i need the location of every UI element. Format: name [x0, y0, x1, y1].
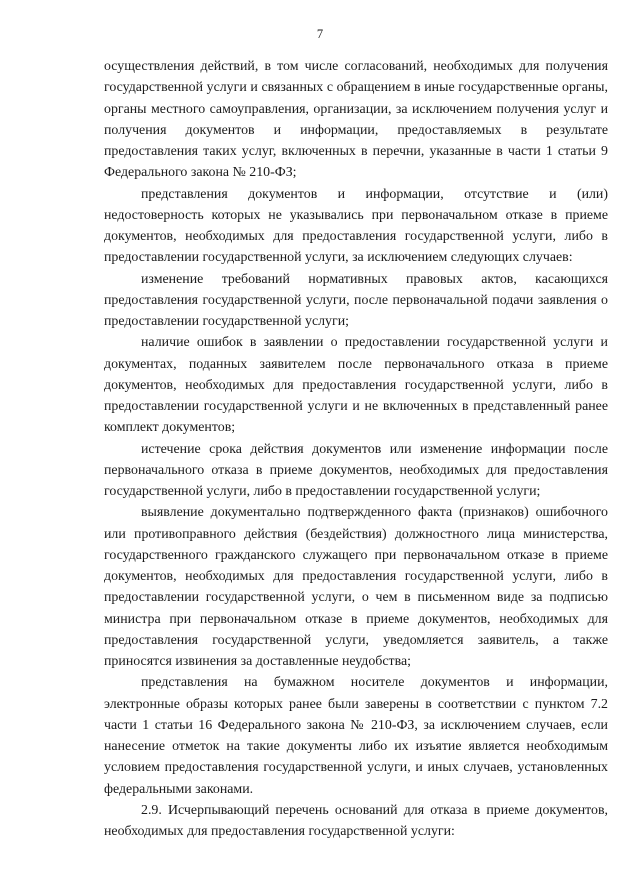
paragraph-4: наличие ошибок в заявлении о предоставлении государственной услуги и документах, поданных заявителем после первоначального отказа в приеме документов, необходимых для предоставления государственной услуги, либо в предоставлении государственной услуги и не включенных в представленный ранее комплект документов;: [104, 335, 608, 436]
document-body: [104, 56, 608, 842]
paragraph-5: истечение срока действия документов или изменение информации после первоначального отказа в приеме документов, необходимых для предоставления государственной услуги, либо в предоставлении государственной услуги;: [104, 441, 608, 499]
paragraph-8: 2.9. Исчерпывающий перечень оснований для отказа в приеме документов, необходимых для предоставления государственной услуги:: [104, 802, 608, 839]
paragraph-1: осуществления действий, в том числе согласований, необходимых для получения государственной услуги и связанных с обращением в иные государственные органы, органы местного самоуправления, организации, за исключением получения услуг и получения документов и информации, предоставляемых в результате предоставления таких услуг, включенных в перечни, указанные в части 1 статьи 9 Федерального закона № 210-ФЗ;: [104, 59, 608, 181]
paragraph-2: представления документов и информации, отсутствие и (или) недостоверность которых не указывались при первоначальном отказе в приеме документов, необходимых для предоставления государственной услуги, либо в предоставлении государственной услуги, за исключением следующих случаев:: [104, 186, 608, 266]
paragraph-7: представления на бумажном носителе документов и информации, электронные образы которых ранее были заверены в соответствии с пунктом 7.2 части 1 статьи 16 Федерального закона № 210-ФЗ, за исключением случаев, если нанесение отметок на такие документы либо их изъятие является необходимым условием предоставления государственной услуги, и иных случаев, установленных федеральными законами.: [104, 675, 608, 797]
page-number: 7: [316, 27, 324, 41]
paragraph-3: изменение требований нормативных правовых актов, касающихся предоставления государственной услуги, после первоначальной подачи заявления о предоставлении государственной услуги;: [104, 271, 608, 329]
paragraph-6: выявление документально подтвержденного факта (признаков) ошибочного или противоправного действия (бездействия) должностного лица министерства, государственного гражданского служащего при первоначальном отказе в приеме документов, необходимых для предоставления государственной услуги, либо в предоставлении государственной услуги, о чем в письменном виде за подписью министра при первоначальном отказе в приеме документов, необходимых для предоставления государственной услуги, уведомляется заявитель, а также приносятся извинения за доставленные неудобства;: [104, 505, 608, 669]
